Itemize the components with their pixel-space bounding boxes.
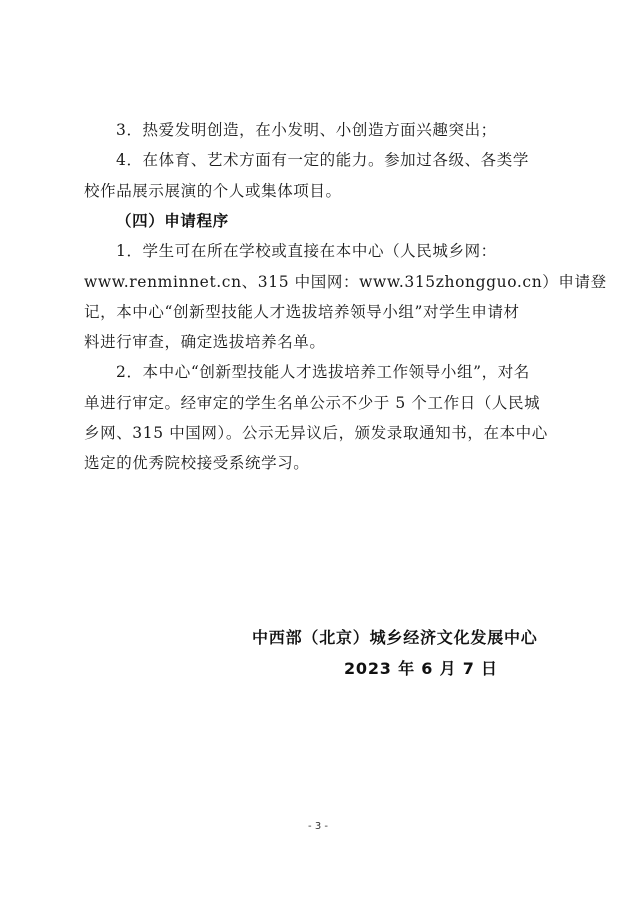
signature-date: 2023 年 6 月 7 日 [344, 659, 498, 678]
list-item-4-continued: 校作品展示展演的个人或集体项目。 [84, 182, 342, 200]
procedure-line-3: 记，本中心“创新型技能人才选拔培养领导小组”对学生申请材 [84, 303, 520, 321]
procedure-line-6: 单进行审定。经审定的学生名单公示不少于 5 个工作日（人民城 [84, 394, 541, 412]
procedure-line-5: 2．本中心“创新型技能人才选拔培养工作领导小组”，对名 [116, 363, 530, 381]
procedure-line-8: 选定的优秀院校接受系统学习。 [84, 454, 310, 472]
procedure-line-1: 1．学生可在所在学校或直接在本中心（人民城乡网： [116, 242, 497, 260]
procedure-line-2: www.renminnet.cn、315 中国网：www.315zhongguo.cn）申请登 [84, 273, 607, 291]
list-item-3: 3．热爱发明创造，在小发明、小创造方面兴趣突出； [116, 121, 497, 139]
page-number: - 3 - [308, 821, 328, 832]
list-item-4: 4．在体育、艺术方面有一定的能力。参加过各级、各类学 [116, 151, 529, 169]
procedure-line-4: 料进行审查，确定选拔培养名单。 [84, 333, 326, 351]
signature-organization: 中西部（北京）城乡经济文化发展中心 [252, 628, 538, 647]
procedure-line-7: 乡网、315 中国网）。公示无异议后，颁发录取通知书，在本中心 [84, 424, 548, 442]
section-heading: （四）申请程序 [116, 212, 229, 230]
